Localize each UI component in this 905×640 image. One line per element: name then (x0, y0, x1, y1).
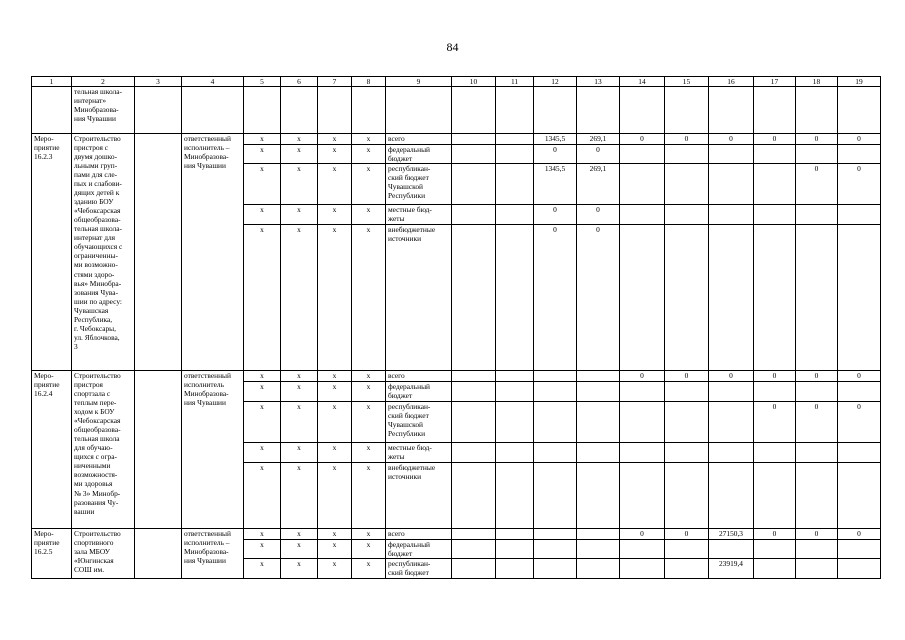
value-cell (534, 382, 577, 402)
column-number-cell: 9 (386, 77, 452, 87)
funding-source-cell: федеральный бюджет (386, 145, 452, 164)
empty-cell (281, 87, 318, 134)
measure-id-cell: Меро- приятие 16.2.5 (32, 529, 72, 579)
funding-source-cell: федеральный бюджет (386, 382, 452, 402)
value-cell: 0 (754, 529, 796, 540)
funding-source-cell: республикан- ский бюджет Чувашской Республики (386, 164, 452, 205)
empty-cell (838, 87, 881, 134)
value-cell: 0 (534, 205, 577, 225)
value-cell (452, 382, 496, 402)
marker-cell: х (281, 164, 318, 205)
value-cell (620, 402, 665, 443)
value-cell (452, 145, 496, 164)
marker-cell: х (318, 371, 352, 382)
marker-cell: х (352, 443, 386, 463)
table-body (32, 77, 881, 579)
value-cell (452, 443, 496, 463)
marker-cell: х (244, 164, 281, 205)
value-cell (665, 540, 709, 559)
marker-cell: х (318, 559, 352, 579)
value-cell (534, 529, 577, 540)
value-cell (665, 225, 709, 371)
budget-row (32, 529, 881, 540)
value-cell: 1345,5 (534, 164, 577, 205)
value-cell (496, 164, 534, 205)
marker-cell: х (281, 145, 318, 164)
value-cell: 0 (796, 529, 838, 540)
marker-cell: х (352, 164, 386, 205)
value-cell (754, 164, 796, 205)
value-cell: 0 (620, 134, 665, 145)
value-cell (754, 225, 796, 371)
funding-source-cell: республикан- ский бюджет Чувашской Республики (386, 402, 452, 443)
value-cell: 0 (796, 164, 838, 205)
value-cell (496, 134, 534, 145)
budget-table (31, 76, 881, 579)
value-cell (665, 443, 709, 463)
marker-cell: х (281, 559, 318, 579)
funding-source-cell: республикан- ский бюджет (386, 559, 452, 579)
marker-cell: х (281, 529, 318, 540)
column-number-cell: 7 (318, 77, 352, 87)
marker-cell: х (318, 145, 352, 164)
budget-row (32, 134, 881, 145)
column-number-cell: 11 (496, 77, 534, 87)
value-cell (754, 463, 796, 529)
value-cell: 0 (754, 402, 796, 443)
marker-cell: х (281, 402, 318, 443)
value-cell (796, 225, 838, 371)
value-cell (665, 205, 709, 225)
funding-source-cell: внебюджетные источники (386, 463, 452, 529)
value-cell (709, 225, 754, 371)
marker-cell: х (352, 205, 386, 225)
marker-cell: х (352, 371, 386, 382)
marker-cell: х (281, 134, 318, 145)
responsible-executor-cell: ответственный исполнитель – Минобразова- ния Чувашии (182, 529, 244, 579)
value-cell: 0 (838, 164, 881, 205)
empty-cell (135, 87, 182, 134)
value-cell (796, 540, 838, 559)
value-cell (754, 559, 796, 579)
value-cell (665, 164, 709, 205)
value-cell (452, 164, 496, 205)
empty-cell (452, 87, 496, 134)
column-numbers-row (32, 77, 881, 87)
marker-cell: х (281, 463, 318, 529)
value-cell: 1345,5 (534, 134, 577, 145)
value-cell: 269,1 (577, 164, 620, 205)
marker-cell: х (244, 529, 281, 540)
value-cell (534, 443, 577, 463)
value-cell: 0 (577, 145, 620, 164)
marker-cell: х (281, 205, 318, 225)
value-cell (754, 443, 796, 463)
object-description-cell (72, 87, 135, 134)
value-cell (796, 145, 838, 164)
value-cell: 0 (534, 145, 577, 164)
measure-description-cell: Строительство пристроя с двумя дошко- льными груп- пами для сле- пых и слабови- дящих детей к зданию БОУ «Чебоксарская общеобразова- тельная школа- интернат для обучающихся с ограниченны- ми возможно- стями здоро- вья» Минобра- зования Чува- шии по адресу: Чувашская Республика, г. Чебоксары, ул. Яблочкова, 3 (72, 134, 135, 371)
marker-cell: х (244, 382, 281, 402)
value-cell (452, 205, 496, 225)
object-description-text: тельная школа- интернат» Минобразова- ния Чувашии (74, 87, 122, 124)
marker-cell: х (281, 443, 318, 463)
marker-cell: х (318, 529, 352, 540)
column-number-cell: 15 (665, 77, 709, 87)
value-cell (496, 402, 534, 443)
continuation-row (32, 87, 881, 134)
value-cell (665, 145, 709, 164)
value-cell (754, 145, 796, 164)
column-number-cell: 3 (135, 77, 182, 87)
marker-cell: х (281, 540, 318, 559)
value-cell (496, 382, 534, 402)
value-cell (709, 164, 754, 205)
value-cell (496, 529, 534, 540)
empty-cell (386, 87, 452, 134)
value-cell: 0 (796, 402, 838, 443)
value-cell: 23919,4 (709, 559, 754, 579)
value-cell (577, 529, 620, 540)
value-cell (452, 225, 496, 371)
value-cell (709, 402, 754, 443)
value-cell (796, 443, 838, 463)
funding-source-cell: внебюджетные источники (386, 225, 452, 371)
value-cell (838, 559, 881, 579)
value-cell (620, 463, 665, 529)
value-cell (496, 443, 534, 463)
marker-cell: х (244, 134, 281, 145)
column-number-cell: 4 (182, 77, 244, 87)
value-cell (496, 540, 534, 559)
marker-cell: х (244, 443, 281, 463)
marker-cell: х (244, 402, 281, 443)
value-cell (838, 463, 881, 529)
value-cell (838, 145, 881, 164)
marker-cell: х (318, 540, 352, 559)
value-cell (620, 443, 665, 463)
column-number-cell: 14 (620, 77, 665, 87)
value-cell (709, 463, 754, 529)
funding-source-cell: всего (386, 371, 452, 382)
empty-cell (796, 87, 838, 134)
value-cell: 0 (577, 205, 620, 225)
marker-cell: х (352, 540, 386, 559)
value-cell (620, 382, 665, 402)
value-cell: 269,1 (577, 134, 620, 145)
marker-cell: х (244, 463, 281, 529)
funding-source-cell: всего (386, 134, 452, 145)
value-cell (838, 382, 881, 402)
marker-cell: х (318, 463, 352, 529)
value-cell (709, 443, 754, 463)
value-cell (534, 540, 577, 559)
value-cell (709, 205, 754, 225)
marker-cell: х (352, 382, 386, 402)
value-cell (496, 225, 534, 371)
empty-cell (182, 87, 244, 134)
marker-cell: х (352, 529, 386, 540)
empty-cell (135, 529, 182, 579)
value-cell (709, 540, 754, 559)
empty-cell (32, 87, 72, 134)
value-cell (838, 225, 881, 371)
column-number-cell: 6 (281, 77, 318, 87)
empty-cell (534, 87, 577, 134)
marker-cell: х (318, 225, 352, 371)
marker-cell: х (318, 134, 352, 145)
value-cell (577, 371, 620, 382)
value-cell: 0 (838, 134, 881, 145)
marker-cell: х (352, 463, 386, 529)
funding-source-cell: федеральный бюджет (386, 540, 452, 559)
marker-cell: х (352, 134, 386, 145)
value-cell (496, 371, 534, 382)
funding-source-cell: местные бюд- жеты (386, 205, 452, 225)
marker-cell: х (318, 443, 352, 463)
value-cell (496, 463, 534, 529)
value-cell: 0 (620, 529, 665, 540)
value-cell (577, 443, 620, 463)
value-cell (709, 382, 754, 402)
value-cell (452, 371, 496, 382)
marker-cell: х (244, 225, 281, 371)
empty-cell (577, 87, 620, 134)
value-cell: 0 (796, 371, 838, 382)
measure-id-cell: Меро- приятие 16.2.4 (32, 371, 72, 529)
value-cell (665, 559, 709, 579)
empty-cell (318, 87, 352, 134)
value-cell (796, 205, 838, 225)
value-cell (620, 225, 665, 371)
empty-cell (135, 134, 182, 371)
responsible-executor-cell: ответственный исполнитель – Минобразова- ния Чувашии (182, 134, 244, 371)
value-cell (534, 463, 577, 529)
value-cell: 0 (838, 402, 881, 443)
marker-cell: х (352, 225, 386, 371)
column-number-cell: 17 (754, 77, 796, 87)
value-cell (754, 205, 796, 225)
value-cell: 0 (709, 134, 754, 145)
column-number-cell: 5 (244, 77, 281, 87)
marker-cell: х (352, 402, 386, 443)
column-number-cell: 10 (452, 77, 496, 87)
value-cell (534, 402, 577, 443)
column-number-cell: 16 (709, 77, 754, 87)
value-cell (754, 540, 796, 559)
marker-cell: х (352, 145, 386, 164)
column-number-cell: 19 (838, 77, 881, 87)
marker-cell: х (244, 540, 281, 559)
empty-cell (620, 87, 665, 134)
marker-cell: х (318, 205, 352, 225)
value-cell: 0 (754, 371, 796, 382)
measure-description-cell: Строительство пристроя спортзала с теплым пере- ходом к БОУ «Чебоксарская общеобразова- тельная школа для обучаю- щихся с огра- ниченными возможностя- ми здоровья № 3» Минобр- разования Чу- вашии (72, 371, 135, 529)
value-cell: 27150,3 (709, 529, 754, 540)
value-cell (534, 371, 577, 382)
column-number-cell: 18 (796, 77, 838, 87)
value-cell (838, 205, 881, 225)
value-cell: 0 (665, 371, 709, 382)
value-cell (577, 382, 620, 402)
value-cell (838, 443, 881, 463)
marker-cell: х (281, 382, 318, 402)
value-cell (620, 205, 665, 225)
value-cell (754, 382, 796, 402)
page-number: 84 (446, 40, 459, 54)
value-cell (620, 540, 665, 559)
column-number-cell: 1 (32, 77, 72, 87)
column-number-cell: 2 (72, 77, 135, 87)
marker-cell: х (281, 371, 318, 382)
value-cell (577, 463, 620, 529)
value-cell: 0 (577, 225, 620, 371)
value-cell (620, 164, 665, 205)
marker-cell: х (244, 371, 281, 382)
value-cell: 0 (665, 134, 709, 145)
value-cell: 0 (796, 134, 838, 145)
value-cell: 0 (665, 529, 709, 540)
empty-cell (496, 87, 534, 134)
marker-cell: х (281, 225, 318, 371)
value-cell (838, 540, 881, 559)
value-cell (452, 529, 496, 540)
value-cell (709, 145, 754, 164)
value-cell (452, 463, 496, 529)
value-cell (452, 559, 496, 579)
value-cell (577, 559, 620, 579)
value-cell (796, 559, 838, 579)
value-cell: 0 (709, 371, 754, 382)
empty-cell (135, 371, 182, 529)
value-cell: 0 (754, 134, 796, 145)
column-number-cell: 12 (534, 77, 577, 87)
empty-cell (754, 87, 796, 134)
value-cell (452, 402, 496, 443)
funding-source-cell: всего (386, 529, 452, 540)
marker-cell: х (244, 205, 281, 225)
marker-cell: х (244, 559, 281, 579)
marker-cell: х (318, 402, 352, 443)
column-number-cell: 8 (352, 77, 386, 87)
value-cell (496, 559, 534, 579)
measure-description-cell: Строительство спортивного зала МБОУ «Юнгинская СОШ им. (72, 529, 135, 579)
budget-row (32, 371, 881, 382)
value-cell (452, 540, 496, 559)
responsible-executor-cell: ответственный исполнитель Минобразова- ния Чувашии (182, 371, 244, 529)
empty-cell (709, 87, 754, 134)
value-cell (796, 463, 838, 529)
column-number-cell: 13 (577, 77, 620, 87)
empty-cell (244, 87, 281, 134)
value-cell (620, 559, 665, 579)
value-cell (665, 402, 709, 443)
marker-cell: х (352, 559, 386, 579)
value-cell: 0 (620, 371, 665, 382)
value-cell: 0 (534, 225, 577, 371)
value-cell (534, 559, 577, 579)
marker-cell: х (318, 382, 352, 402)
empty-cell (665, 87, 709, 134)
value-cell: 0 (838, 529, 881, 540)
value-cell: 0 (838, 371, 881, 382)
measure-id-cell: Меро- приятие 16.2.3 (32, 134, 72, 371)
value-cell (620, 145, 665, 164)
funding-source-cell: местные бюд- жеты (386, 443, 452, 463)
value-cell (577, 540, 620, 559)
value-cell (452, 134, 496, 145)
empty-cell (352, 87, 386, 134)
value-cell (665, 463, 709, 529)
value-cell (665, 382, 709, 402)
value-cell (496, 145, 534, 164)
value-cell (577, 402, 620, 443)
value-cell (496, 205, 534, 225)
value-cell (796, 382, 838, 402)
marker-cell: х (244, 145, 281, 164)
marker-cell: х (318, 164, 352, 205)
